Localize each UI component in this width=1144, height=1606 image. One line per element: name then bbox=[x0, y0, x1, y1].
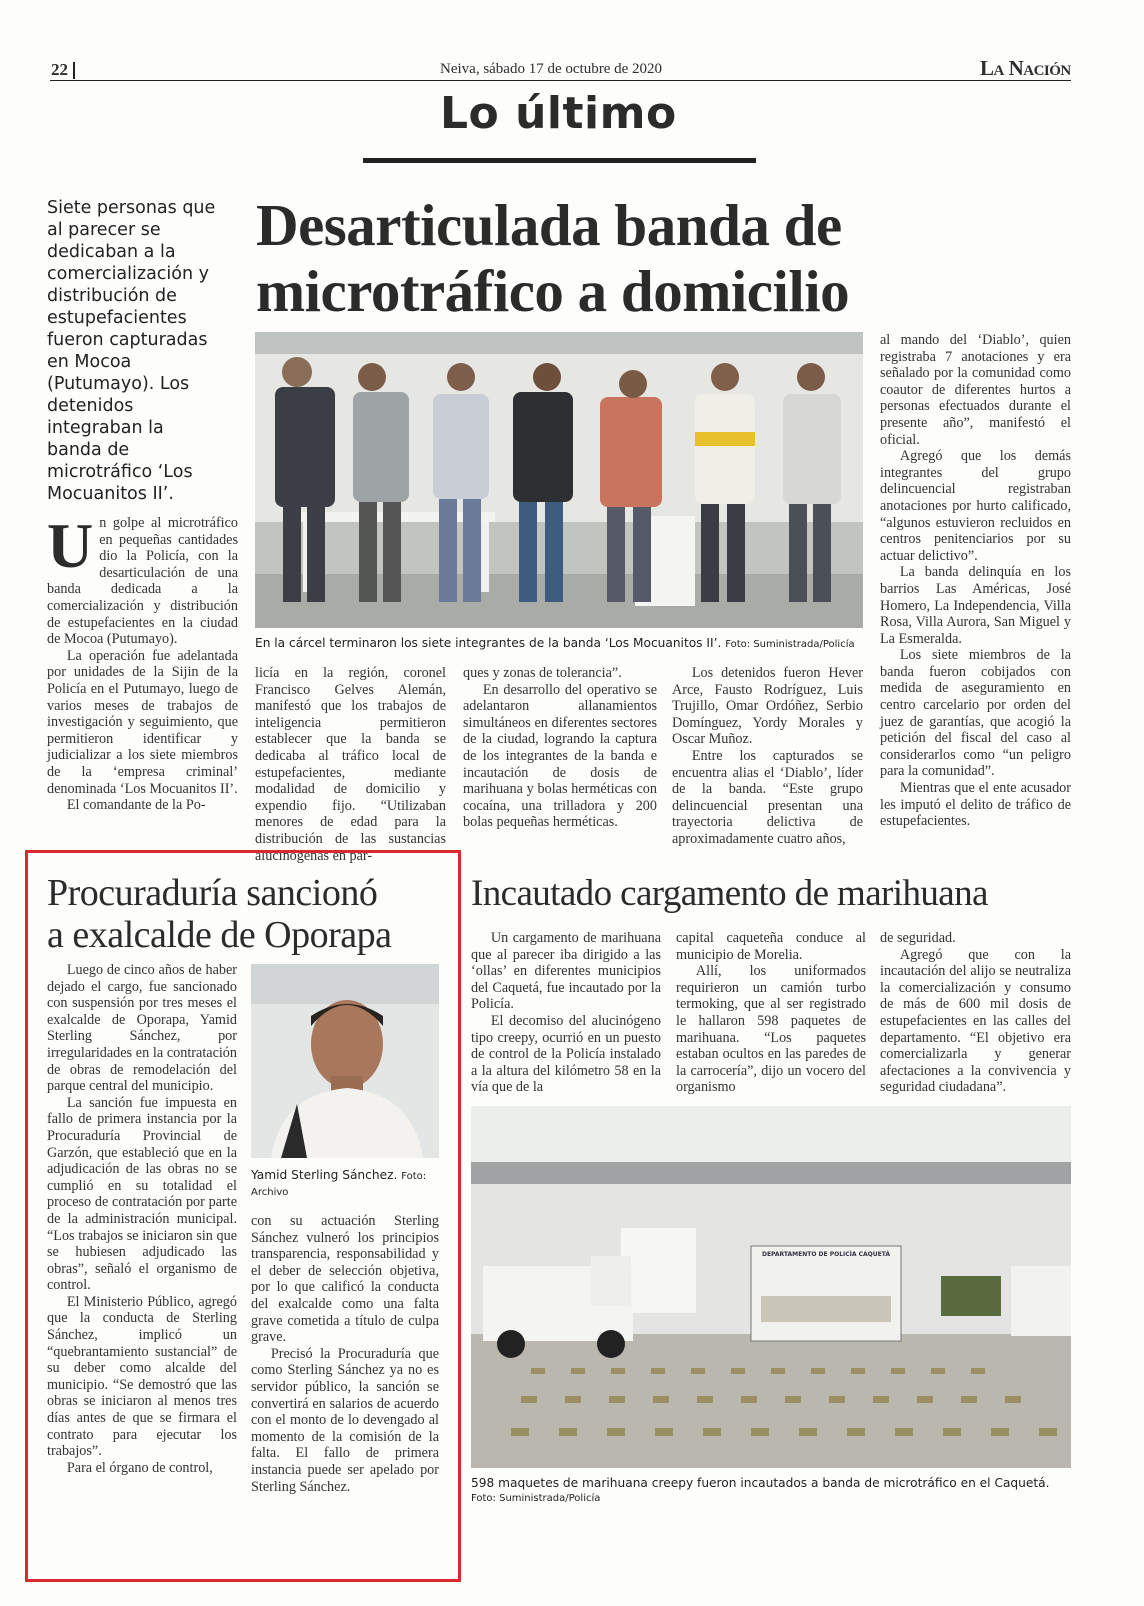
paragraph: licía en la región, coronel Francisco Gelves Alemán, manifestó que los trabajos de inteligencia permitieron establecer que la banda se dedicaba al tráfico local de estupefacientes, mediante modalidad de domicilio y expendio fijo. “Utilizaban menores de edad para la distribución de las sustancias alucinógenas en par- bbox=[255, 665, 446, 864]
seizure-photo-caption bbox=[471, 1476, 1081, 1506]
main-photo-caption bbox=[255, 636, 875, 652]
headline-line-1: Procuraduría sancionó bbox=[47, 872, 378, 914]
paragraph: de seguridad. bbox=[880, 930, 956, 946]
paragraph: En desarrollo del operativo se adelantaron allanamientos simultáneos en diferentes sectores de la ciudad, logrando la captura de los integrantes de la banda e incautación de dosis de marihuana y bolas herméticas con cocaína, una trilladora y 200 bolas pequeñas herméticas. bbox=[463, 681, 657, 831]
caption-credit: Foto: Suministrada/Policía bbox=[471, 1493, 601, 1504]
caption-credit: Foto: Suministrada/Policía bbox=[725, 639, 855, 650]
paragraph: Para el órgano de control, bbox=[66, 1459, 213, 1476]
caption-credit: Foto: Archivo bbox=[251, 1171, 427, 1198]
paragraph: Allí, los uniformados requirieron un camión turbo termoking, que al ser registrado le hallaron 598 paquetes de marihuana. “Los paquetes estaban ocultos en las paredes de la carrocería”, dijo un vocero del organismo bbox=[676, 963, 866, 1096]
caption-text: En la cárcel terminaron los siete integrantes de la banda ‘Los Mocuanitos II’. bbox=[255, 636, 722, 650]
portrait-photo bbox=[251, 964, 439, 1158]
main-col-5 bbox=[880, 332, 1071, 830]
paragraph: Agregó que los demás integrantes del grupo delincuencial registraban anotaciones por hurto calificado, “algunos estuvieron recluidos en centros penitenciarios por su actuar delictivo”. bbox=[880, 448, 1071, 564]
marihuana-col-1 bbox=[471, 930, 661, 1096]
newspaper-logo: La Nación bbox=[980, 56, 1071, 80]
paragraph: al mando del ‘Diablo’, quien registraba 7 anotaciones y era señalado por la comunidad como coautor de diferentes hurtos a personas efectuados durante el presente año”, manifestó el oficial. bbox=[880, 332, 1071, 448]
main-photo bbox=[255, 332, 863, 628]
seizure-illustration bbox=[471, 1106, 1071, 1468]
main-col-3 bbox=[463, 665, 657, 831]
procuraduria-col-1 bbox=[47, 962, 237, 1476]
paragraph: capital caqueteña conduce al municipio de Morelia. bbox=[676, 930, 866, 963]
paragraph: Agregó que con la incautación del alijo se neutraliza la comercialización y consumo de más de 600 mil dosis de estupefacientes en las calles del departamento. “El objetivo era comercializarla y generar afectaciones a la convivencia y seguridad ciudadana”. bbox=[880, 946, 1071, 1096]
paragraph: Un cargamento de marihuana que al parecer iba dirigido a las ‘ollas’ en diferentes municipios del Caquetá, fue incautado por la Policía. bbox=[471, 930, 661, 1013]
marihuana-col-2 bbox=[676, 930, 866, 1096]
detainees-illustration bbox=[255, 332, 863, 628]
paragraph: El decomiso del alucinógeno tipo creepy, ocurrió en un puesto de control de la Policía instalado a la altura del kilómetro 58 en la vía que de la bbox=[471, 1012, 661, 1096]
procuraduria-headline bbox=[47, 872, 392, 956]
paragraph: Luego de cinco años de haber dejado el cargo, fue sancionado con suspensión por tres meses el exalcalde de Oporapa, Yamid Sterling Sánchez, por irregularidades en la contratación de obras de remodelación del parque central del municipio. bbox=[47, 962, 237, 1095]
paragraph: n golpe al microtráfico en pequeñas cantidades dio la Policía, con la desarticulación de una banda dedicada a la comercialización y distribución de estupefacientes en la ciudad de Mocoa (Putumayo). bbox=[47, 515, 238, 648]
paragraph: Mientras que el ente acusador les imputó el delito de tráfico de estupefacientes. bbox=[880, 780, 1071, 830]
paragraph: Precisó la Procuraduría que como Sterling Sánchez ya no es servidor público, la sanción se convertirá en salarios de acuerdo con el monto de lo devengado al momento de la comisión de la falta. El fallo de primera instancia puede ser apelado por Sterling Sánchez. bbox=[251, 1345, 439, 1495]
headline-line-2: a exalcalde de Oporapa bbox=[47, 914, 392, 956]
section-title: Lo último bbox=[440, 88, 677, 139]
dateline: Neiva, sábado 17 de octubre de 2020 bbox=[440, 61, 663, 77]
photo-sign-text: DEPARTAMENTO DE POLICÍA CAQUETÁ bbox=[761, 1251, 891, 1258]
paragraph: Los detenidos fueron Hever Arce, Fausto Rodríguez, Luis Trujillo, Omar Ordóñez, Serbio Domínguez, Yordy Morales y Oscar Muñoz. bbox=[672, 665, 863, 748]
marihuana-headline: Incautado cargamento de marihuana bbox=[471, 873, 988, 914]
headline-line-1: Desarticulada banda de bbox=[256, 192, 842, 258]
paragraph: ques y zonas de tolerancia”. bbox=[463, 665, 622, 681]
portrait-illustration bbox=[251, 964, 439, 1158]
paragraph: El comandante de la Po- bbox=[66, 797, 206, 814]
paragraph: Entre los capturados se encuentra alias el ‘Diablo’, líder de la banda. “Este grupo delincuencial presentan una trayectoria delictiva de aproximadamente cuatro años, bbox=[672, 747, 863, 847]
drop-cap: U bbox=[47, 510, 94, 581]
procuraduria-col-2 bbox=[251, 1213, 439, 1495]
caption-text: 598 maquetes de marihuana creepy fueron incautados a banda de microtráfico en el Caquetá. bbox=[471, 1476, 1050, 1490]
portrait-caption bbox=[251, 1168, 451, 1200]
seizure-photo bbox=[471, 1106, 1071, 1468]
marihuana-col-3 bbox=[880, 930, 1071, 1096]
headline bbox=[256, 192, 849, 324]
main-col-2 bbox=[255, 665, 446, 864]
headline-line-2: microtráfico a domicilio bbox=[256, 258, 850, 324]
paragraph: Los siete miembros de la banda fueron cobijados con medida de aseguramiento en centro carcelario por orden del juez de garantías, que acogió la petición del fiscal del caso al considerarlos como “un peligro para la comunidad”. bbox=[880, 647, 1071, 780]
paragraph: con su actuación Sterling Sánchez vulneró los principios transparencia, responsabilidad y el deber de selección objetiva, por lo que calificó la conducta del exalcalde como una falta grave cometida a título de culpa grave. bbox=[251, 1213, 439, 1346]
main-col-4 bbox=[672, 665, 863, 848]
main-col-1 bbox=[47, 510, 238, 814]
section-underline bbox=[363, 158, 756, 163]
header-rule bbox=[50, 80, 1071, 81]
paragraph: El Ministerio Público, agregó que la conducta de Sterling Sánchez, implicó un “quebrantamiento sustancial” de su deber como alcalde del municipio. “Se demostró que las obras se iniciaron al menos tres días antes de que se firmara el contrato para ejecutar los trabajos”. bbox=[47, 1293, 237, 1460]
page-number-rule bbox=[73, 62, 75, 79]
caption-text: Yamid Sterling Sánchez. bbox=[251, 1168, 398, 1182]
deck: Siete personas que al parecer se dedicaban a la comercialización y distribución de estupefacientes fueron capturadas en Mocoa (Putumayo). Los detenidos integraban la banda de microtráfico ‘Los Mocuanitos II’. bbox=[47, 198, 216, 504]
paragraph: La operación fue adelantada por unidades de la Sijin de la Policía en el Putumayo, luego de varios meses de trabajos de investigación y seguimiento, que permitieron identificar y judicializar a los siete miembros de la ‘empresa criminal’ denominada ‘Los Mocuanitos II’. bbox=[47, 647, 238, 797]
paragraph: La banda delinquía en los barrios Las Américas, José Homero, La Independencia, Villa Rosa, Villa Aurora, San Miguel y La Esmeralda. bbox=[880, 564, 1071, 647]
page-number: 22 bbox=[51, 60, 68, 79]
paragraph: La sanción fue impuesta en fallo de primera instancia por la Procuraduría Provincial de Garzón, que estableció que en la adjudicación de las obras no se cumplió en su totalidad el proceso de contratación por parte de la administración municipal. “Los trabajos se iniciaron sin que se hubiesen adjudicado las obras”, señaló el organismo de control. bbox=[47, 1094, 237, 1294]
